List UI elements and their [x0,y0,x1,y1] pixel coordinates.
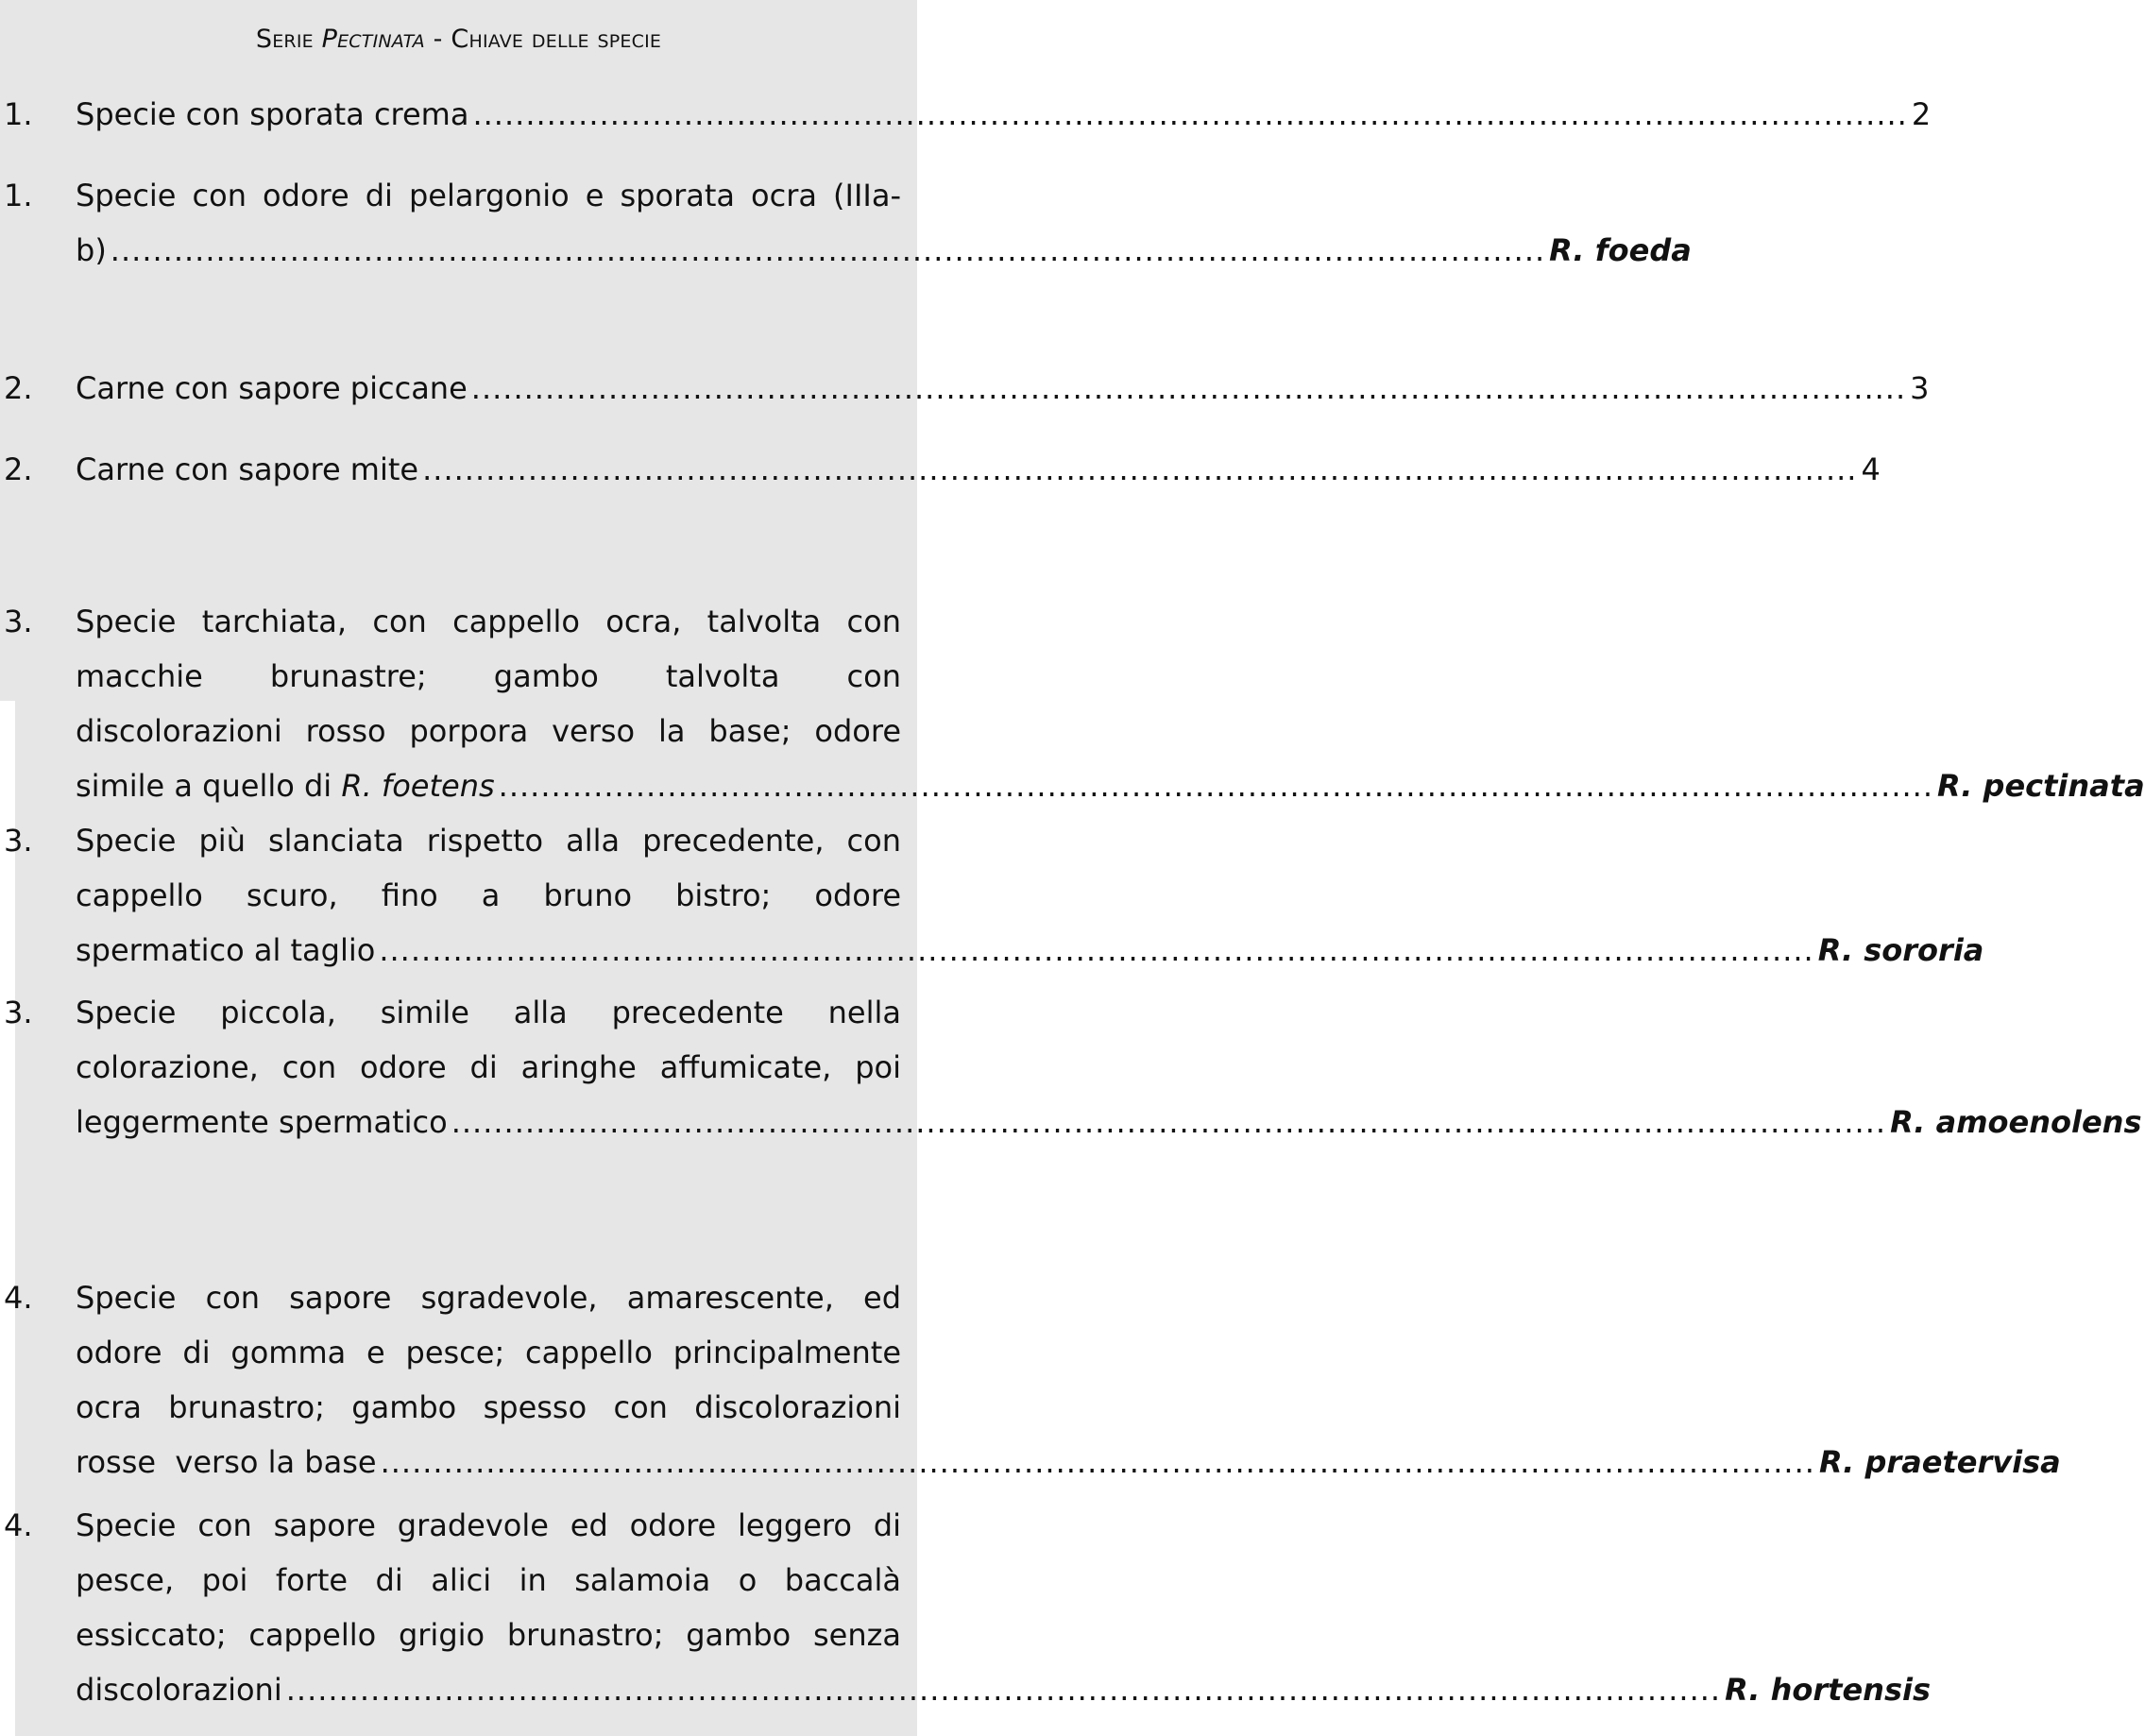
leader-dots: ........................................................................................................................................ [498,768,1934,804]
entry-result: 4 [1861,451,1881,487]
entry-result: 2 [1911,96,1932,132]
entry-number: 3. [4,604,33,639]
entry-text: odore di gomma e pesce; cappello principalmente [76,1335,901,1370]
entry-number: 4. [4,1280,33,1316]
entry-text: spermatico al taglio [76,932,376,968]
entry-number: 3. [4,823,33,859]
leader-dots: ........................................................................................................................................ [110,232,1546,268]
species-name: R. praetervisa [1818,1444,2061,1480]
entry-text: b) [76,232,107,268]
entry-text: colorazione, con odore di aringhe affumicate, poi [76,1049,901,1085]
species-name: R. hortensis [1725,1672,1932,1708]
leader-dots: ........................................................................................................................................ [379,932,1814,968]
entry-number: 3. [4,995,33,1030]
entry-number: 1. [4,96,33,132]
entry-result: 3 [1910,370,1930,406]
entry-text: rosse verso la base [76,1444,377,1480]
entry-text: macchie brunastre; gambo talvolta con [76,658,901,694]
entry-text: Specie più slanciata rispetto alla precedente, con [76,823,901,859]
entry-text: Specie piccola, simile alla precedente nella [76,995,901,1030]
entry-text: Carne con sapore mite [76,451,419,487]
key-title: Serie Pectinata - Chiave delle specie [255,25,662,54]
entry-text: simile a quello di [76,768,342,804]
entry-number: 4. [4,1507,33,1543]
species-reference: R. foetens [341,768,495,804]
entry-text: leggermente spermatico [76,1104,448,1140]
entry-text: cappello scuro, fino a bruno bistro; odore [76,877,901,913]
species-name: R. amoenolens [1890,1104,2142,1140]
entry-text: Specie tarchiata, con cappello ocra, talvolta con [76,604,901,639]
entry-text: Specie con sporata crema [76,96,469,132]
entry-text: Specie con sapore gradevole ed odore leggero di [76,1507,901,1543]
leader-dots: ........................................................................................................................................ [451,1104,1887,1140]
entry-text: essiccato; cappello grigio brunastro; gambo senza [76,1617,901,1653]
leader-dots: ........................................................................................................................................ [470,370,1907,406]
species-name: R. foeda [1549,232,1692,268]
leader-dots: ........................................................................................................................................ [285,1672,1722,1708]
leader-dots: ........................................................................................................................................ [380,1444,1815,1480]
entry-text: Carne con sapore piccane [76,370,468,406]
entry-text: pesce, poi forte di alici in salamoia o baccalà [76,1562,901,1598]
species-name: R. sororia [1817,932,1984,968]
entry-text: Specie con sapore sgradevole, amarescente, ed [76,1280,901,1316]
entry-text: Specie con odore di pelargonio e sporata ocra (IIIa- [76,178,901,213]
entry-text: discolorazioni [76,1672,282,1708]
leader-dots: ........................................................................................................................................ [422,451,1858,487]
entry-text: discolorazioni rosso porpora verso la base; odore [76,713,901,749]
leader-dots: ........................................................................................................................................ [472,96,1908,132]
entry-text: ocra brunastro; gambo spesso con discolorazioni [76,1389,901,1425]
species-name: R. pectinata [1937,768,2145,804]
entry-number: 1. [4,178,33,213]
entry-number: 2. [4,370,33,406]
entry-number: 2. [4,451,33,487]
